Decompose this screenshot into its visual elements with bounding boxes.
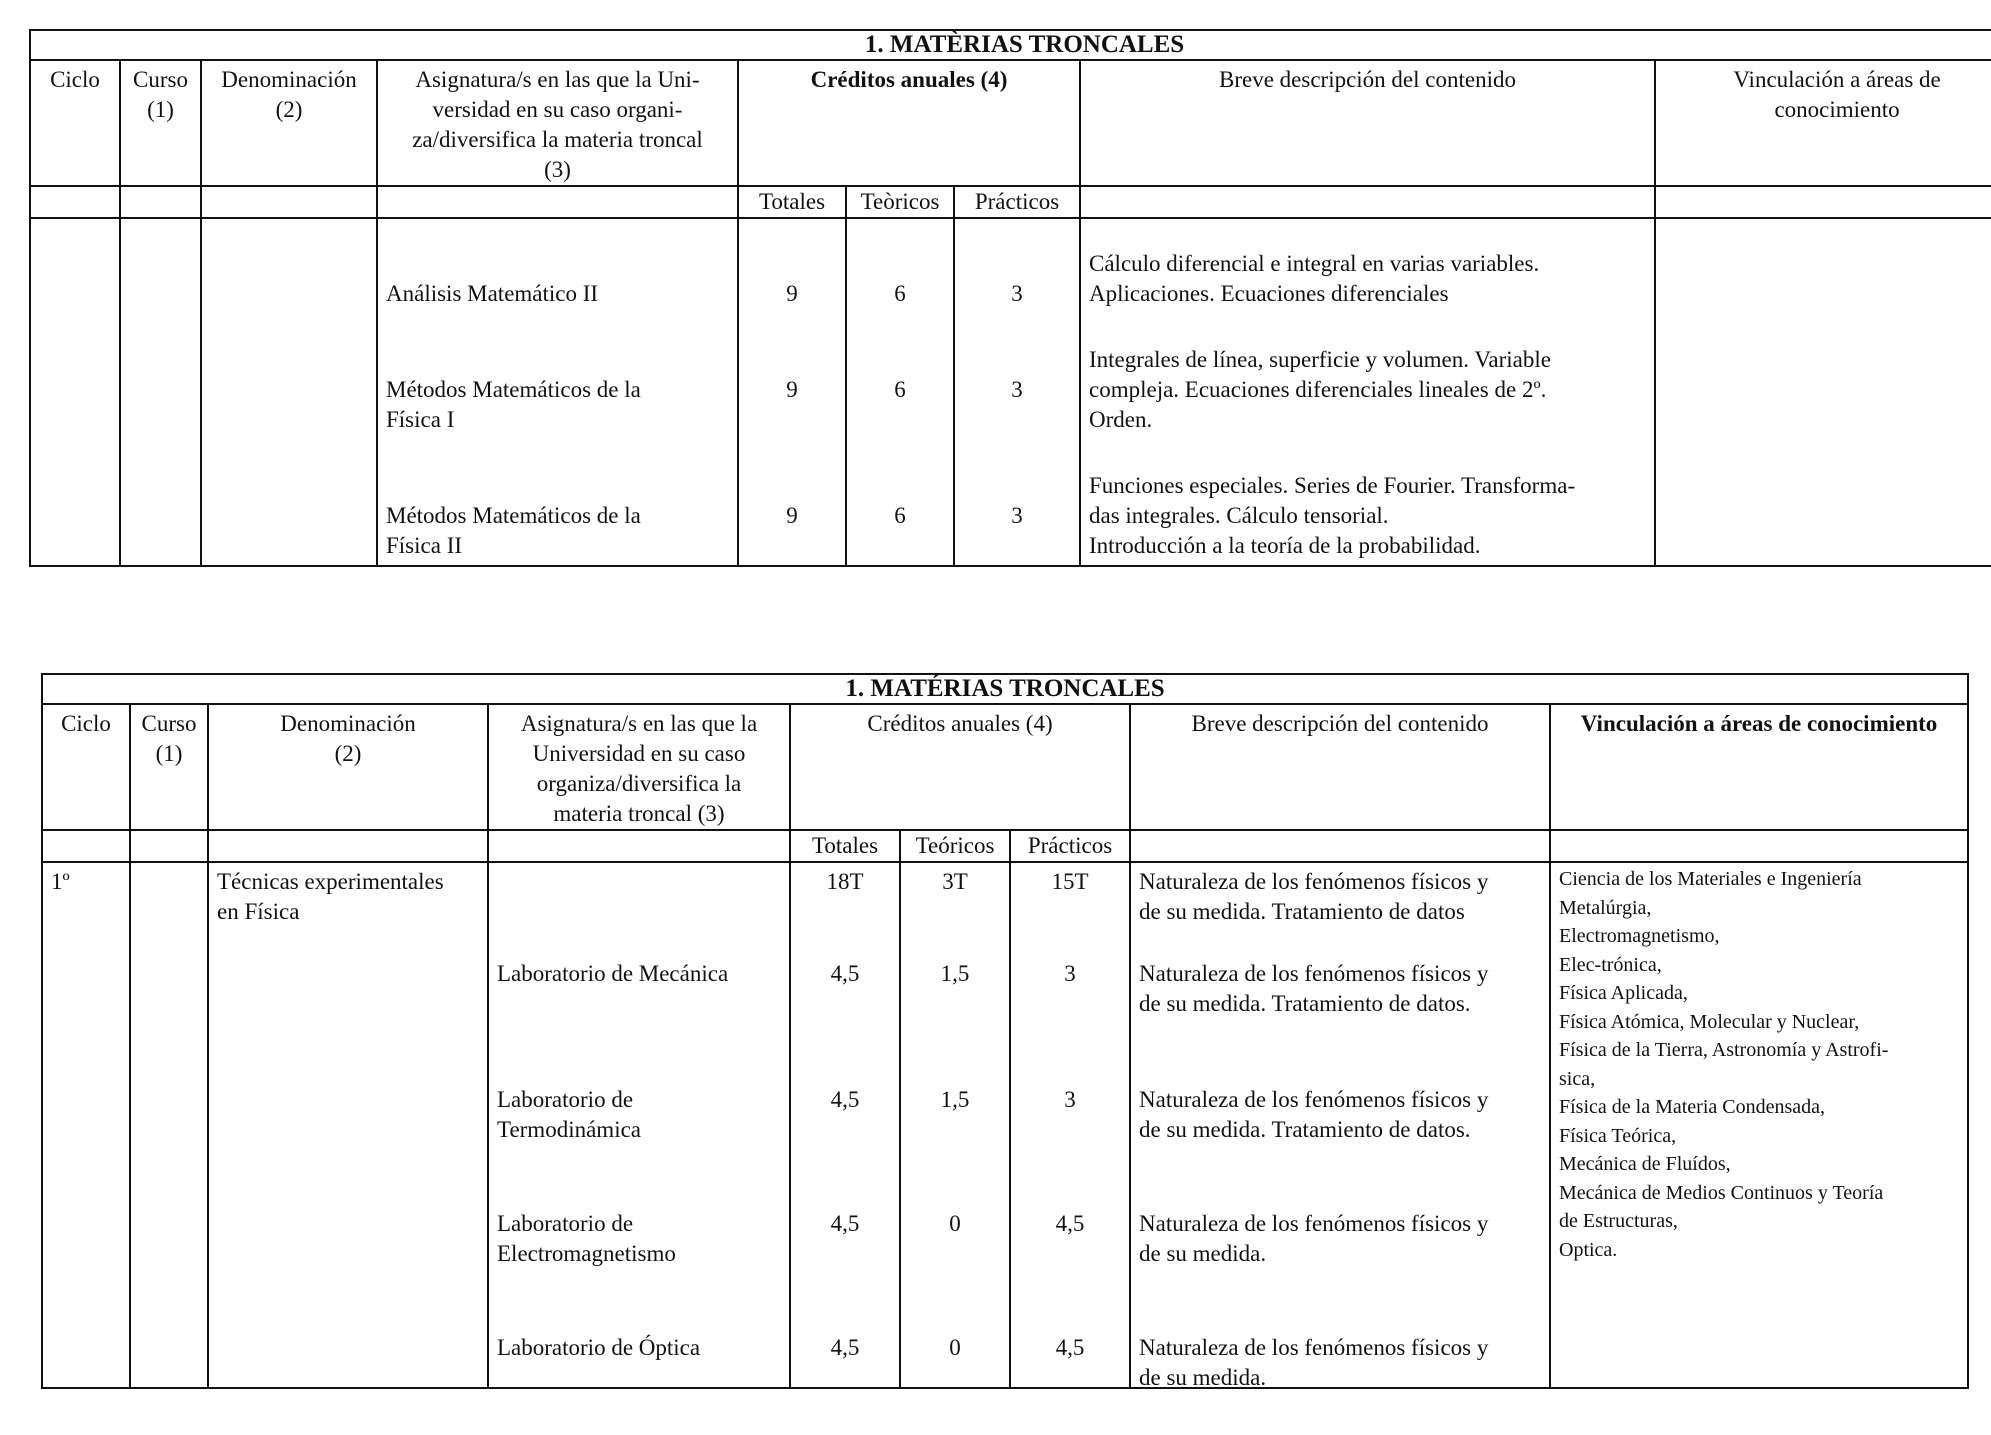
header-asignatura: Asignatura/s en las que la Uni- versidad en su caso organi- za/diversifica la materia troncal (3) <box>377 60 738 186</box>
asignatura-entry: Laboratorio de Mecánica <box>497 961 729 986</box>
vinculacion-item: Física Aplicada, <box>1559 982 1688 1004</box>
asignatura-entry: Análisis Matemático II <box>386 281 599 306</box>
header-ciclo: Ciclo <box>30 60 120 186</box>
curso-cell <box>130 862 208 1388</box>
totales-value: 18T <box>826 869 864 894</box>
totales-value: 4,5 <box>830 1087 860 1112</box>
ciclo-cell <box>30 218 120 566</box>
troncales-table-2 <box>41 673 1969 1389</box>
teoricos-value: 0 <box>949 1335 961 1360</box>
subheader-blank <box>1130 830 1550 862</box>
header-vinculacion: Vinculación a áreas de conocimiento <box>1550 704 1968 830</box>
subheader-practicos: Prácticos <box>1010 830 1130 862</box>
header-creditos: Créditos anuales (4) <box>790 704 1130 830</box>
header-creditos: Créditos anuales (4) <box>738 60 1080 186</box>
vinculacion-item: Mecánica de Fluídos, <box>1559 1153 1731 1175</box>
totales-value: 4,5 <box>830 1335 860 1360</box>
vinculacion-item: Física de la Materia Condensada, <box>1559 1096 1826 1118</box>
troncales-table-1 <box>29 29 1991 567</box>
denominacion-cell <box>201 218 377 566</box>
totales-column <box>790 862 900 1388</box>
vinculacion-item: Electromagnetismo, <box>1559 925 1720 947</box>
header-denominacion: Denominación (2) <box>201 60 377 186</box>
teoricos-value: 6 <box>894 503 906 528</box>
curso-cell <box>120 218 201 566</box>
vinculacion-item: Física Teórica, <box>1559 1124 1677 1147</box>
subheader-blank <box>130 830 208 862</box>
header-descripcion: Breve descripción del contenido <box>1130 704 1550 830</box>
ciclo-value: 1º <box>51 869 70 894</box>
header-descripcion: Breve descripción del contenido <box>1080 60 1655 186</box>
practicos-column <box>954 218 1080 566</box>
practicos-value: 3 <box>1064 961 1076 986</box>
descripcion-column <box>1130 862 1550 1388</box>
subheader-blank <box>488 830 790 862</box>
denominacion-cell <box>208 862 488 1388</box>
totales-value: 4,5 <box>830 1211 860 1236</box>
practicos-value: 15T <box>1051 869 1089 894</box>
subheader-teoricos: Teóricos <box>900 830 1010 862</box>
descripcion-entry: Naturaleza de los fenómenos físicos y de su medida. <box>1139 1211 1489 1266</box>
vinculacion-item: de Estructuras, <box>1559 1210 1678 1232</box>
teoricos-value: 1,5 <box>940 961 970 986</box>
totales-value: 4,5 <box>830 961 860 986</box>
teoricos-column <box>846 218 954 566</box>
practicos-value: 3 <box>1011 281 1023 306</box>
header-ciclo: Ciclo <box>42 704 130 830</box>
subheader-blank <box>208 830 488 862</box>
descripcion-entry: Naturaleza de los fenómenos físicos y de su medida. Tratamiento de datos <box>1139 869 1489 924</box>
subheader-teoricos: Teòricos <box>846 186 954 218</box>
practicos-column <box>1010 862 1130 1388</box>
vinculacion-item: Física Atómica, Molecular y Nuclear, <box>1559 1010 1860 1033</box>
descripcion-entry: Integrales de línea, superficie y volumen. Variable compleja. Ecuaciones diferenciales lineales de 2º. Orden. <box>1089 347 1551 432</box>
descripcion-entry: Cálculo diferencial e integral en varias variables. Aplicaciones. Ecuaciones diferenciales <box>1089 251 1540 306</box>
vinculacion-item: sica, <box>1559 1067 1596 1090</box>
asignatura-entry: Métodos Matemáticos de la Física I <box>386 377 641 432</box>
table-title: 1. MATÉRIAS TRONCALES <box>42 674 1968 704</box>
teoricos-value: 6 <box>894 281 906 306</box>
totales-value: 9 <box>786 281 798 306</box>
subheader-blank <box>120 186 201 218</box>
totales-value: 9 <box>786 377 798 402</box>
practicos-value: 3 <box>1011 377 1023 402</box>
vinculacion-item: Física de la Tierra, Astronomía y Astrofi- <box>1559 1039 1889 1061</box>
practicos-value: 4,5 <box>1055 1211 1085 1236</box>
vinculacion-cell <box>1550 862 1968 1388</box>
totales-column <box>738 218 846 566</box>
header-denominacion: Denominación (2) <box>208 704 488 830</box>
asignatura-entry: Métodos Matemáticos de la Física II <box>386 503 641 558</box>
practicos-value: 4,5 <box>1055 1335 1085 1360</box>
totales-value: 9 <box>786 503 798 528</box>
practicos-value: 3 <box>1011 503 1023 528</box>
ciclo-cell <box>42 862 130 1388</box>
subheader-practicos: Prácticos <box>954 186 1080 218</box>
descripcion-entry: Naturaleza de los fenómenos físicos y de su medida. Tratamiento de datos. <box>1139 1087 1489 1142</box>
asignatura-entry: Laboratorio de Electromagnetismo <box>497 1211 676 1266</box>
vinculacion-item: Optica. <box>1559 1238 1618 1261</box>
vinculacion-cell <box>1655 218 1991 566</box>
practicos-value: 3 <box>1064 1087 1076 1112</box>
descripcion-column <box>1080 218 1655 566</box>
subheader-totales: Totales <box>738 186 846 218</box>
descripcion-entry: Naturaleza de los fenómenos físicos y de su medida. <box>1139 1335 1489 1390</box>
vinculacion-item: Mecánica de Medios Continuos y Teoría <box>1559 1181 1884 1204</box>
subheader-blank <box>30 186 120 218</box>
header-curso: Curso (1) <box>120 60 201 186</box>
teoricos-value: 3T <box>942 869 968 894</box>
subheader-blank <box>1550 830 1968 862</box>
denominacion-value: Técnicas experimentales en Física <box>217 869 444 924</box>
teoricos-value: 6 <box>894 377 906 402</box>
vinculacion-item: Metalúrgia, <box>1559 896 1652 919</box>
subheader-blank <box>377 186 738 218</box>
header-vinculacion: Vinculación a áreas de conocimiento <box>1655 60 1991 186</box>
header-asignatura: Asignatura/s en las que la Universidad en su caso organiza/diversifica la materia troncal (3) <box>488 704 790 830</box>
table-title: 1. MATÈRIAS TRONCALES <box>30 30 1991 60</box>
vinculacion-item: Elec-trónica, <box>1559 953 1662 976</box>
header-curso: Curso (1) <box>130 704 208 830</box>
vinculacion-item: Ciencia de los Materiales e Ingeniería <box>1559 868 1862 890</box>
subheader-totales: Totales <box>790 830 900 862</box>
asignatura-entry: Laboratorio de Óptica <box>497 1335 701 1360</box>
subheader-blank <box>201 186 377 218</box>
teoricos-value: 0 <box>949 1211 961 1236</box>
asignatura-column <box>488 862 790 1388</box>
subheader-blank <box>42 830 130 862</box>
asignatura-column <box>377 218 738 566</box>
descripcion-entry: Funciones especiales. Series de Fourier. Transforma- das integrales. Cálculo tensorial. Introducción a la teoría de la probabilidad. <box>1089 473 1576 558</box>
descripcion-entry: Naturaleza de los fenómenos físicos y de su medida. Tratamiento de datos. <box>1139 961 1489 1016</box>
subheader-blank <box>1080 186 1655 218</box>
asignatura-entry: Laboratorio de Termodinámica <box>497 1087 641 1142</box>
teoricos-column <box>900 862 1010 1388</box>
vinculacion-list <box>1551 865 1967 1264</box>
subheader-blank <box>1655 186 1991 218</box>
teoricos-value: 1,5 <box>940 1087 970 1112</box>
